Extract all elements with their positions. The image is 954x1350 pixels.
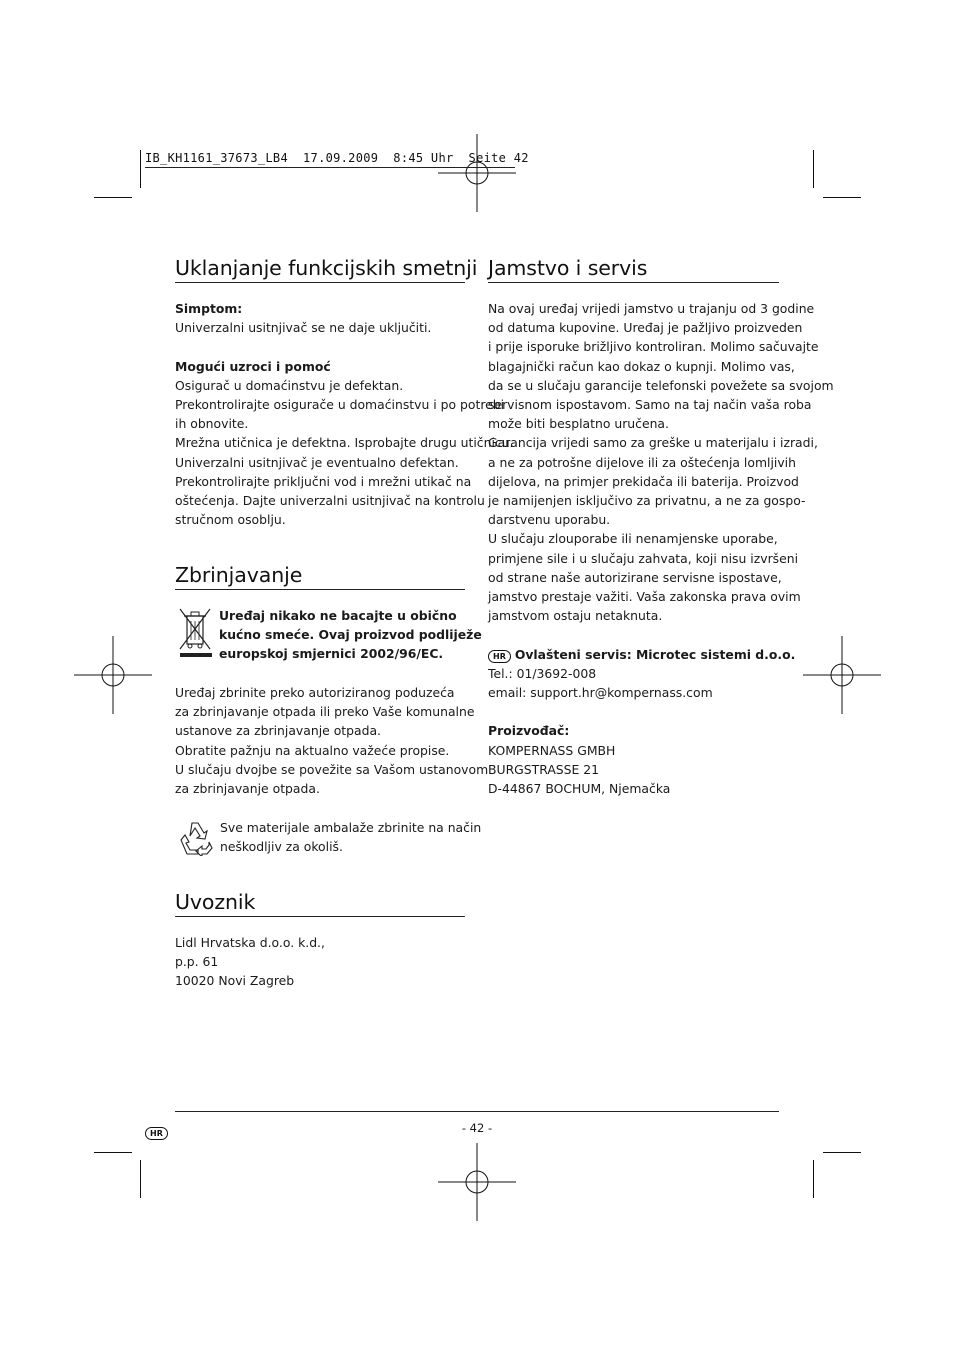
manufacturer-line: D-44867 BOCHUM, Njemačka (488, 781, 671, 797)
crop-mark (94, 197, 132, 198)
text-line: darstvenu uporabu. (488, 512, 611, 528)
print-slug: IB_KH1161_37673_LB4 17.09.2009 8:45 Uhr Seite 42 (145, 151, 529, 165)
text-line: i prije isporuke brižljivo kontroliran. Molimo sačuvajte (488, 339, 819, 355)
warranty-title: Jamstvo i servis (488, 256, 648, 280)
crop-mark (94, 1152, 132, 1153)
text-line: neškodljiv za okoliš. (220, 839, 343, 855)
section-rule (488, 282, 779, 283)
weee-bin-icon (176, 607, 214, 659)
text-line: ih obnovite. (175, 416, 249, 432)
manufacturer-label: Proizvođač: (488, 723, 570, 739)
registration-mark-icon (438, 1143, 516, 1221)
service-label: Ovlašteni servis: Microtec sistemi d.o.o. (514, 646, 796, 662)
manufacturer-line: BURGSTRASSE 21 (488, 761, 600, 777)
text-line: stručnom osoblju. (175, 512, 286, 528)
slug-underline (145, 167, 515, 168)
country-badge: HR (145, 1127, 168, 1140)
crop-mark (813, 1160, 814, 1198)
text-line: a ne za potrošne dijelove ili za oštećenja lomljivih (488, 454, 796, 470)
text-line: Obratite pažnju na aktualno važeće propise. (175, 742, 450, 758)
disposal-body (175, 683, 488, 798)
registration-mark-icon (438, 134, 516, 212)
service-tel: Tel.: 01/3692-008 (488, 665, 597, 681)
disposal-warning (219, 606, 482, 664)
text-line: Lidl Hrvatska d.o.o. k.d., (175, 935, 325, 950)
troubleshooting-body (175, 299, 514, 529)
text-line: oštećenja. Dajte univerzalni usitnjivač na kontrolu (175, 493, 485, 509)
crop-mark (813, 150, 814, 188)
importer-body (175, 933, 325, 991)
text-line: jamstvom ostaju netaknuta. (488, 608, 663, 624)
causes-label: Mogući uzroci i pomoć (175, 358, 331, 374)
warning-line: Uređaj nikako ne bacajte u obično (219, 608, 457, 623)
text-line: servisnom ispostavom. Samo na taj način vaša roba (488, 397, 812, 413)
text-line: od datuma kupovine. Uređaj je pažljivo proizveden (488, 320, 803, 336)
text-line: Mrežna utičnica je defektna. Isprobajte drugu utičnicu. (175, 435, 514, 451)
section-rule (175, 589, 465, 590)
footer-badge-wrap (145, 1121, 168, 1140)
text-line: je namijenjen isključivo za privatnu, a ne za gospo- (488, 493, 806, 509)
text-line: Uređaj zbrinite preko autoriziranog poduzeća (175, 685, 455, 700)
service-email: email: support.hr@kompernass.com (488, 685, 713, 701)
text-line: ustanove za zbrinjavanje otpada. (175, 723, 381, 739)
troubleshooting-title: Uklanjanje funkcijskih smetnji (175, 256, 478, 280)
text-line: Prekontrolirajte osigurače u domaćinstvu i po potrebi (175, 397, 505, 413)
registration-mark-icon (74, 636, 152, 714)
text-line: primjene sile i u slučaju zahvata, koji nisu izvršeni (488, 550, 799, 566)
text-line: za zbrinjavanje otpada ili preko Vaše komunalne (175, 704, 475, 720)
text-line: U slučaju dvojbe se povežite sa Vašom ustanovom (175, 761, 489, 777)
disposal-title: Zbrinjavanje (175, 563, 303, 587)
recycle-icon (176, 818, 214, 856)
text-line: U slučaju zlouporabe ili nenamjenske uporabe, (488, 531, 778, 547)
text-line: da se u slučaju garancije telefonski povežete sa svojom (488, 377, 834, 393)
text-line: 10020 Novi Zagreb (175, 973, 295, 989)
text-line: Osigurač u domaćinstvu je defektan. (175, 377, 404, 393)
manufacturer-line: KOMPERNASS GMBH (488, 742, 616, 758)
importer-title: Uvoznik (175, 890, 256, 914)
symptom-label: Simptom: (175, 301, 243, 316)
crop-mark (823, 1152, 861, 1153)
text-line: Na ovaj uređaj vrijedi jamstvo u trajanju od 3 godine (488, 301, 815, 316)
text-line: dijelova, na primjer prekidača ili baterija. Proizvod (488, 473, 799, 489)
text-line: može biti besplatno uručena. (488, 416, 669, 432)
warning-line: europskoj smjernici 2002/96/EC. (219, 646, 444, 662)
warning-line: kućno smeće. Ovaj proizvod podliježe (219, 627, 482, 643)
text-line: za zbrinjavanje otpada. (175, 781, 320, 797)
warranty-body (488, 299, 834, 798)
text-line: Prekontrolirajte priključni vod i mrežni utikač na (175, 473, 472, 489)
section-rule (175, 282, 465, 283)
text-line: Garancija vrijedi samo za greške u materijalu i izradi, (488, 435, 818, 451)
text-line: Univerzalni usitnjivač je eventualno defektan. (175, 454, 459, 470)
text-line: blagajnički račun kao dokaz o kupnji. Molimo vas, (488, 358, 795, 374)
recycle-note (220, 818, 481, 856)
crop-mark (823, 197, 861, 198)
page-number: - 42 - (461, 1121, 493, 1135)
crop-mark (140, 1160, 141, 1198)
country-badge: HR (488, 650, 511, 663)
symptom-text: Univerzalni usitnjivač se ne daje uključiti. (175, 320, 432, 336)
text-line: od strane naše autorizirane servisne ispostave, (488, 569, 782, 585)
footer-rule (175, 1111, 779, 1112)
text-line: jamstvo prestaje važiti. Vaša zakonska prava ovim (488, 589, 801, 605)
text-line: p.p. 61 (175, 954, 219, 970)
section-rule (175, 916, 465, 917)
text-line: Sve materijale ambalaže zbrinite na način (220, 820, 482, 835)
crop-mark (140, 150, 141, 188)
